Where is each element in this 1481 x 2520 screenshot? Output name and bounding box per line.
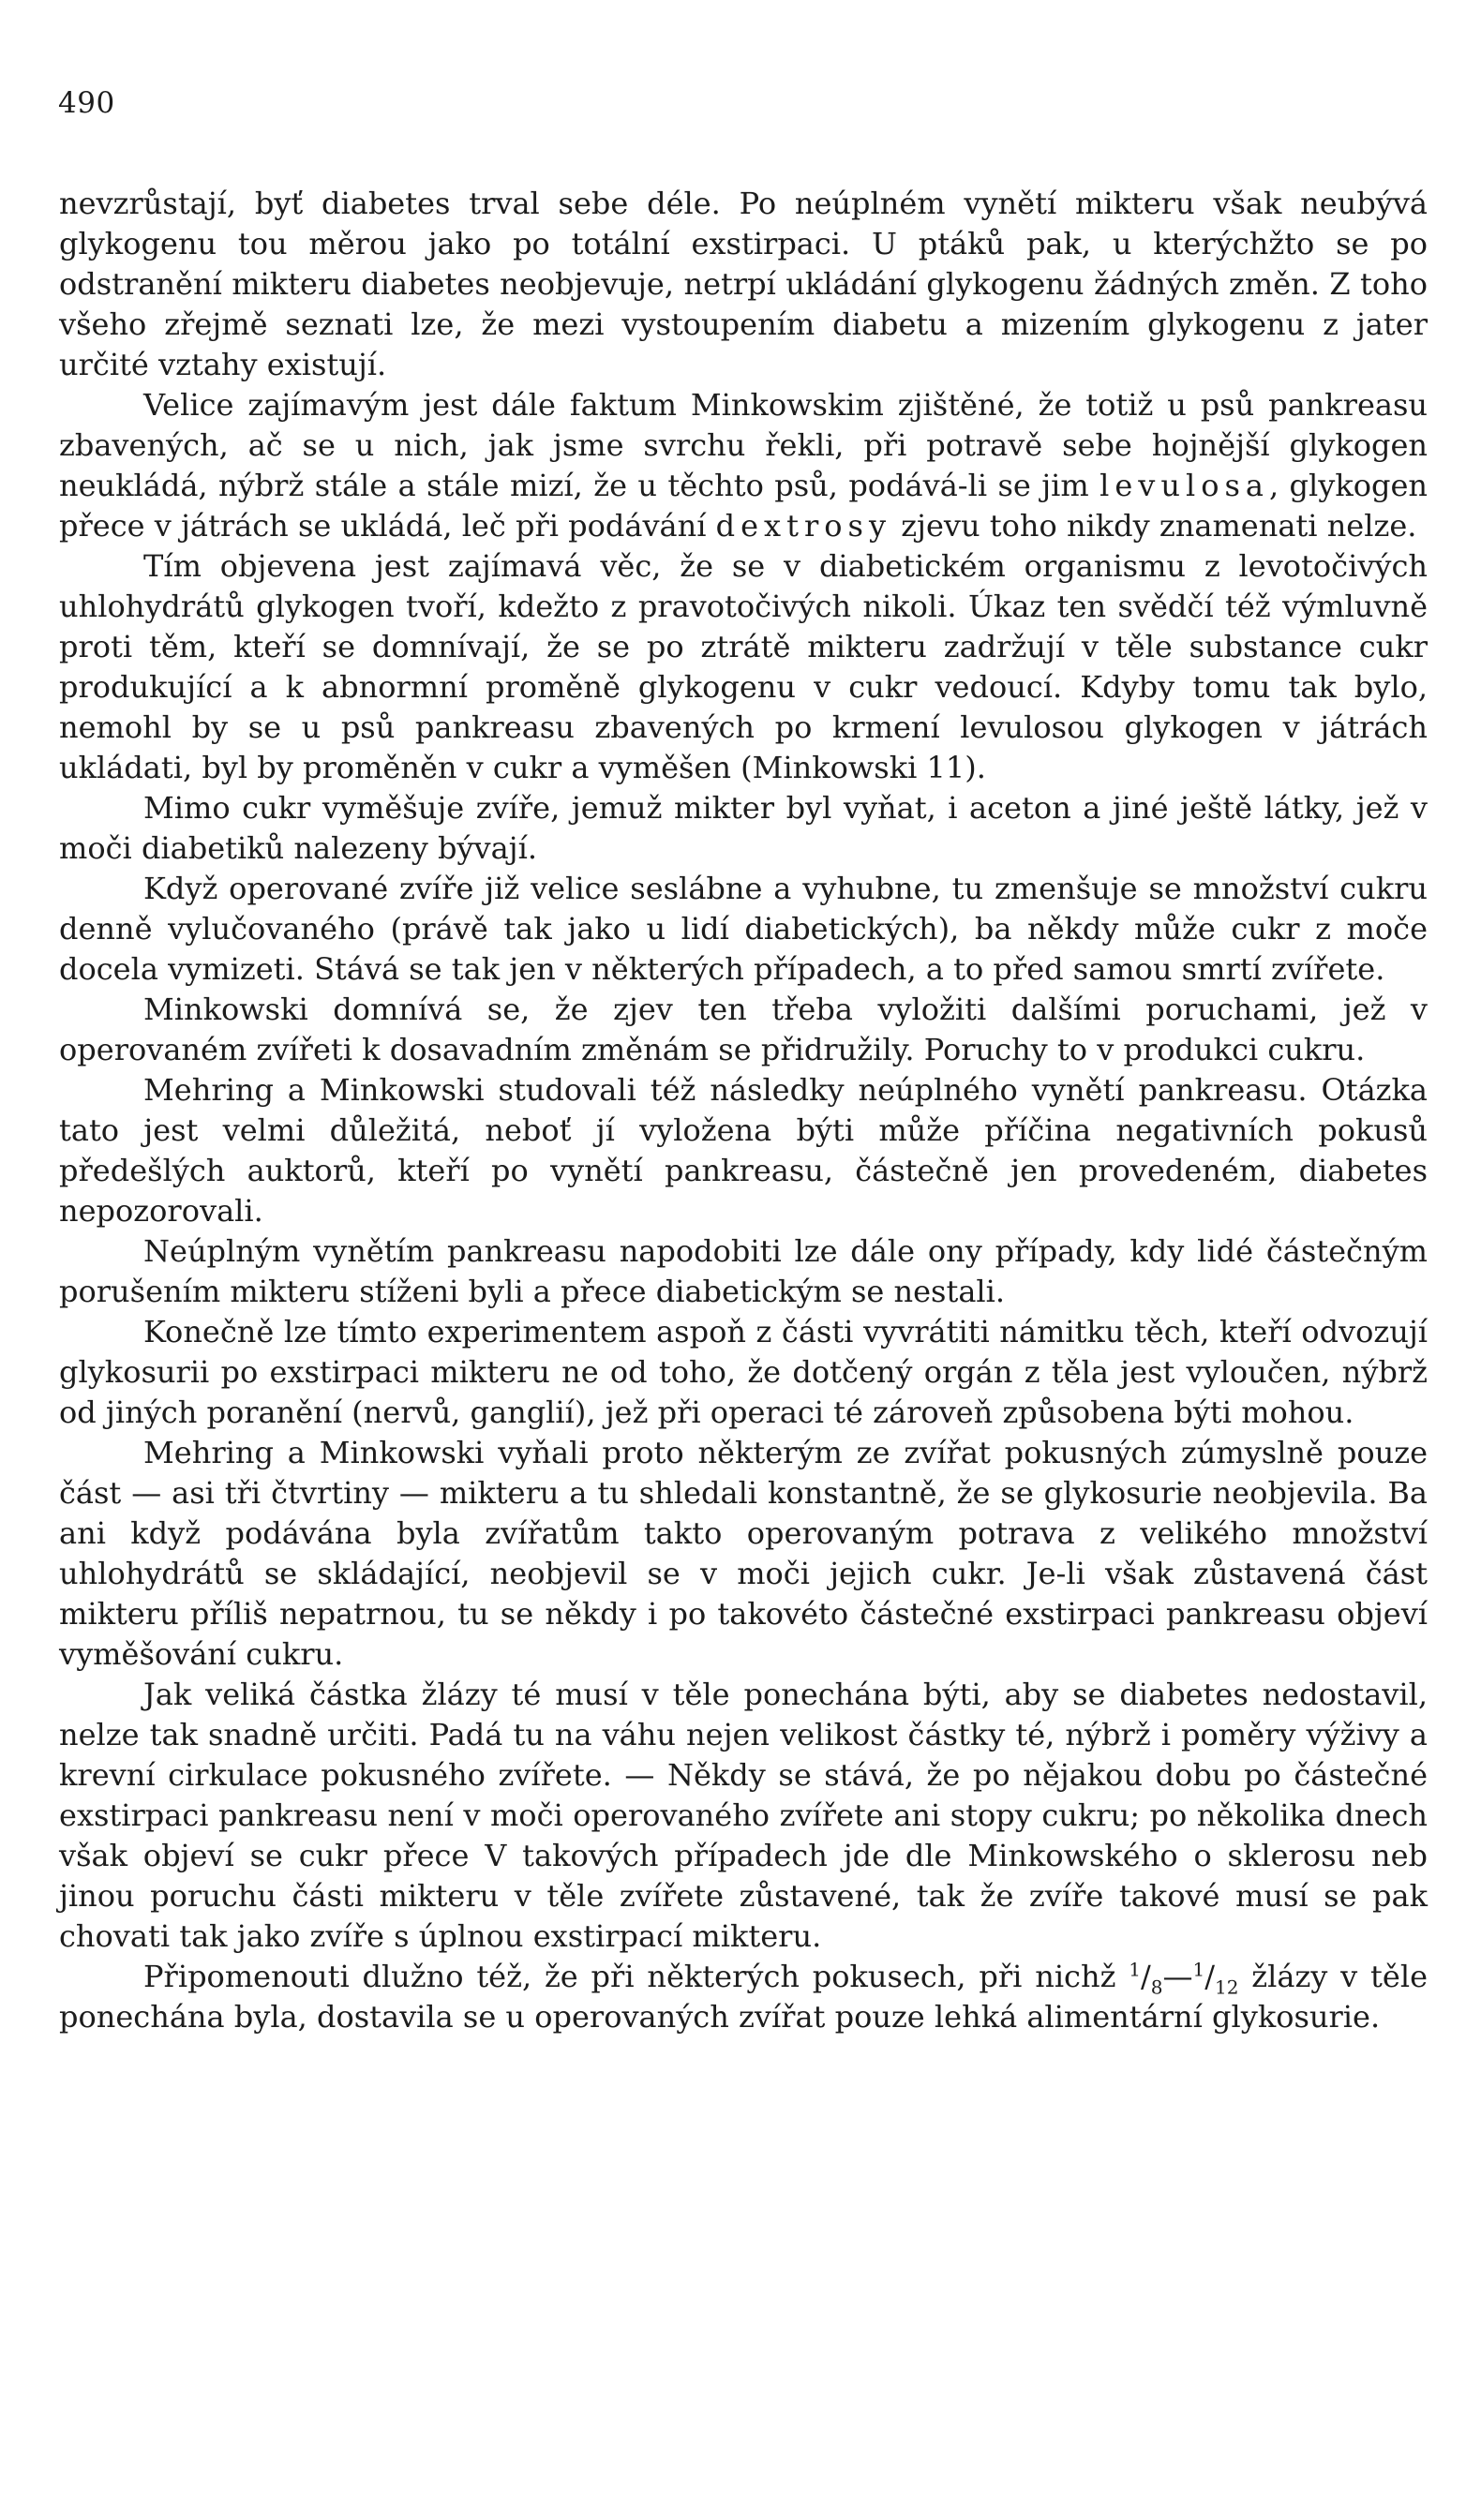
paragraph-11: Jak veliká částka žlázy té musí v těle ponechána býti, aby se diabetes nedostavil, nelze tak snadně určiti. Padá tu na váhu nejen velikost částky té, nýbrž i poměry výživy a krevní cirkulace pokusného zvířete. — Někdy se stává, že po nějakou dobu po částečné exstirpaci pankreasu není v moči operovaného zvířete ani stopy cukru; po několika dnech však objeví se cukr přece V takových případech jde dle Minkowského o sklerosu neb jinou poruchu části mikteru v těle zvířete zůstavené, tak že zvíře takové musí se pak chovati tak jako zvíře s úplnou exstirpací mikteru. xyxy=(59,1677,1428,1954)
paragraph-10: Mehring a Minkowski vyňali proto některým ze zvířat pokusných zúmyslně pouze část — asi tři čtvrtiny — mikteru a tu shledali konstantně, že se glykosurie neobjevila. Ba ani když podávána byla zvířatům takto operovaným potrava z velikého množství uhlohydrátů se skládající, neobjevil se v moči jejich cukr. Je-li však zůstavená část mikteru příliš nepatrnou, tu se někdy i po takovéto částečné exstirpaci pankreasu objeví vyměšování cukru. xyxy=(59,1435,1428,1672)
paragraph-8: Neúplným vynětím pankreasu napodobiti lze dále ony případy, kdy lidé částečným porušením mikteru stíženi byli a přece diabetickým se nestali. xyxy=(59,1233,1428,1309)
fraction-1-denominator: 8 xyxy=(1150,1976,1163,1999)
paragraph-1: nevzrůstají, byť diabetes trval sebe déle. Po neúplném vynětí mikteru však neubývá glykogenu tou měrou jako po totální exstirpaci. U ptáků pak, u kterýchžto se po odstranění mikteru diabetes neobjevuje, netrpí ukládání glykogenu žádných změn. Z toho všeho zřejmě seznati lze, že mezi vystoupením diabetu a mizením glykogenu z jater určité vztahy existují. xyxy=(59,186,1428,382)
fraction-one-eighth: $^1/_8$ xyxy=(1129,1958,1163,1999)
fraction-dash: — xyxy=(1162,1959,1193,1994)
paragraph-6: Minkowski domnívá se, že zjev ten třeba vyložiti dalšími poruchami, jež v operovaném zvířeti k dosavadním změnám se přidružily. Poruchy to v produkci cukru. xyxy=(59,992,1428,1067)
fraction-1-numerator: 1 xyxy=(1129,1958,1141,1981)
paragraph-12-text-a: Připomenouti dlužno též, že při některých pokusech, při nichž xyxy=(143,1959,1116,1994)
term-levulosa: levulosa xyxy=(1100,468,1269,503)
paragraph-2 xyxy=(59,385,1428,546)
paragraph-12 xyxy=(59,1957,1428,2037)
fraction-2-denominator: 12 xyxy=(1215,1976,1239,1999)
page-number: 490 xyxy=(58,86,115,120)
paragraph-2-text-a: Velice zajímavým jest dále faktum Minkowskim zjištěné, že totiž u psů pankreasu zbavených, ač se u nich, jak jsme svrchu řekli, při potravě sebe hojnější glykogen neukládá, nýbrž stále a stále mizí, že u těchto psů, podává-li se jim xyxy=(59,387,1428,503)
term-dextrosy: dextrosy xyxy=(715,508,892,544)
fraction-2-numerator: 1 xyxy=(1192,1958,1205,1981)
paragraph-9: Konečně lze tímto experimentem aspoň z části vyvrátiti námitku těch, kteří odvozují glykosurii po exstirpaci mikteru ne od toho, že dotčený orgán z těla jest vyloučen, nýbrž od jiných poranění (nervů, ganglií), jež při operaci té zároveň způsobena býti mohou. xyxy=(59,1314,1428,1430)
paragraph-4: Mimo cukr vyměšuje zvíře, jemuž mikter byl vyňat, i aceton a jiné ještě látky, jež v moči diabetiků nalezeny bývají. xyxy=(59,790,1428,866)
paragraph-2-text-c: zjevu toho nikdy znamenati nelze. xyxy=(901,508,1417,544)
body-text xyxy=(59,184,1428,2037)
paragraph-7: Mehring a Minkowski studovali též následky neúplného vynětí pankreasu. Otázka tato jest velmi důležitá, neboť jí vyložena býti může příčina negativních pokusů předešlých auktorů, kteří po vynětí pankreasu, částečně jen provedeném, diabetes nepozorovali. xyxy=(59,1072,1428,1229)
paragraph-3: Tím objevena jest zajímavá věc, že se v diabetickém organismu z levotočivých uhlohydrátů glykogen tvoří, kdežto z pravotočivých nikoli. Úkaz ten svědčí též výmluvně proti těm, kteří se domnívají, že se po ztrátě mikteru zadržují v těle substance cukr produkující a k abnormní proměně glykogenu v cukr vedoucí. Kdyby tomu tak bylo, nemohl by se u psů pankreasu zbavených po krmení levulosou glykogen v játrách ukládati, byl by proměněn v cukr a vyměšen (Minkowski 11). xyxy=(59,548,1428,785)
fraction-one-twelfth: $^1/_{12}$ xyxy=(1192,1958,1239,1999)
paragraph-12-text-b: žlázy v těle ponechána byla, dostavila se u operovaných zvířat pouze lehká alimentární glykosurie. xyxy=(59,1959,1429,2035)
paragraph-5: Když operované zvíře již velice seslábne a vyhubne, tu zmenšuje se množství cukru denně vylučovaného (právě tak jako u lidí diabetických), ba někdy může cukr z moče docela vymizeti. Stává se tak jen v některých případech, a to před samou smrtí zvířete. xyxy=(59,871,1428,987)
paragraph-2-text-b: , glykogen přece v játrách se ukládá, leč při podávání xyxy=(59,468,1429,544)
